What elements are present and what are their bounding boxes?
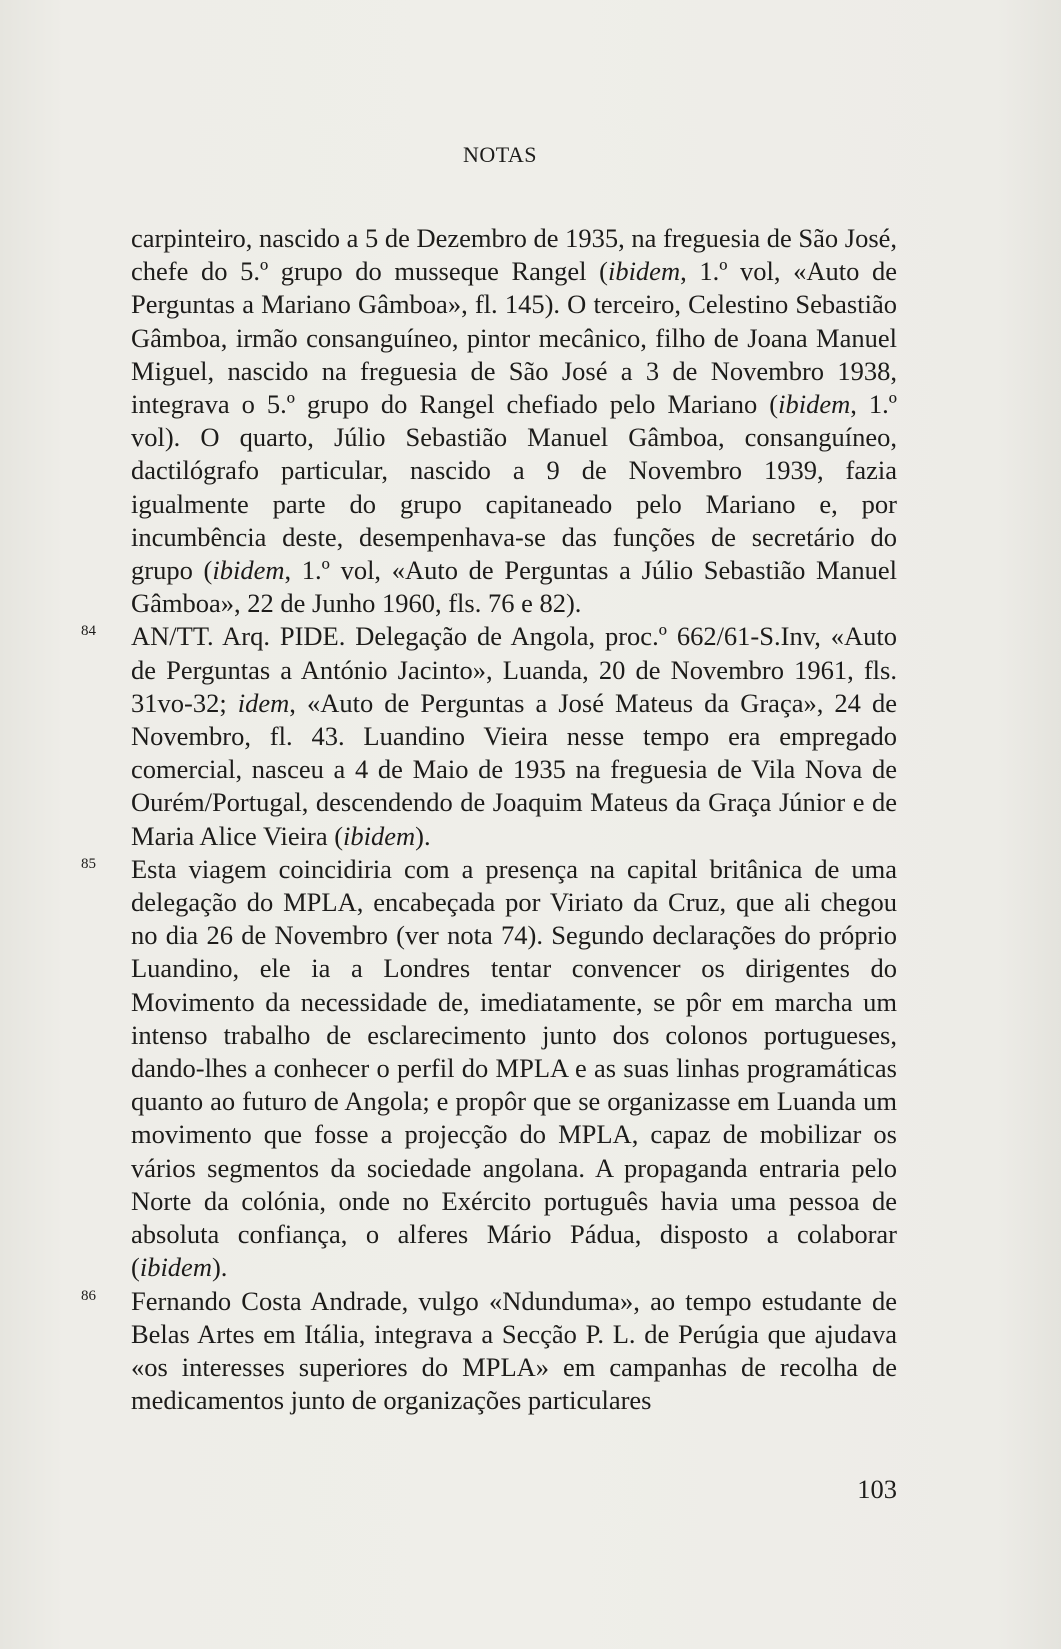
citation-italic: ibidem [607,256,681,287]
citation-italic: idem [237,687,290,718]
note-text: carpinteiro, nascido a 5 de Dezembro de 1935, na freguesia de São José, chefe do 5.º grupo do musseque Rangel (ibidem, 1.º vol, «Auto de Perguntas a Mariano Gâmboa», fl. 145). O terceiro, Celestino Sebastião Gâmboa, irmão consanguíneo, pintor mecânico, filho de Joana Manuel Miguel, nascido na freguesia de São José a 3 de Novembro 1938, integrava o 5.º grupo do Rangel chefiado pelo Mariano (ibidem, 1.º vol). O quarto, Júlio Sebastião Manuel Gâmboa, consanguíneo, dactilógrafo particular, nascido a 9 de Novembro 1939, fazia igualmente parte do grupo capitaneado pelo Mariano e, por incumbência deste, desempenhava-se das funções de secretário do grupo (ibidem, 1.º vol, «Auto de Perguntas a Júlio Sebastião Manuel Gâmboa», 22 de Junho 1960, fls. 76 e 82). [131,223,898,619]
note-number: 86 [81,1287,96,1304]
note-number: 85 [81,855,96,872]
note-86 [81,1285,897,1418]
note-85 [81,853,897,1285]
citation-italic: ibidem [778,389,851,420]
running-head: NOTAS [462,142,538,167]
note-text: Fernando Costa Andrade, vulgo «Ndunduma», ao tempo estudante de Belas Artes em Itália, integrava a Secção P. L. de Perúgia que ajudava «os interesses superiores do MPLA» em campanhas de recolha de medicamentos junto de organizações particulares [131,1285,897,1416]
note-text: AN/TT. Arq. PIDE. Delegação de Angola, proc.º 662/61-S.Inv, «Auto de Perguntas a António Jacinto», Luanda, 20 de Novembro 1961, fls. 31vo-32; idem, «Auto de Perguntas a José Mateus da Graça», 24 de Novembro, fl. 43. Luandino Vieira nesse tempo era empregado comercial, nasceu a 4 de Maio de 1935 na freguesia de Vila Nova de Ourém/Portugal, descendendo de Joaquim Mateus da Graça Júnior e de Maria Alice Vieira (ibidem). [131,621,897,851]
page-number: 103 [857,1474,897,1504]
citation-italic: ibidem [139,1252,212,1283]
endnotes [81,222,898,1417]
note-text: Esta viagem coincidiria com a presença na capital britânica de uma delegação do MPLA, encabeçada por Viriato da Cruz, que ali chegou no dia 26 de Novembro (ver nota 74). Segundo declarações do próprio Luandino, ele ia a Londres tentar convencer os dirigentes do Movimento da necessidade de, imediatamente, se pôr em marcha um intenso trabalho de esclarecimento junto dos colonos portugueses, dando-lhes a conhecer o perfil do MPLA e as suas linhas programáticas quanto ao futuro de Angola; e propôr que se organizasse em Luanda um movimento que fosse a projecção do MPLA, capaz de mobilizar os vários segmentos da sociedade angolana. A propaganda entraria pelo Norte da colónia, onde no Exército português havia uma pessoa de absoluta confiança, o alferes Mário Pádua, disposto a colaborar (ibidem). [131,853,897,1283]
note-number: 84 [81,623,96,640]
citation-italic: ibidem [212,555,285,586]
citation-italic: ibidem [343,820,416,851]
note-84 [81,620,897,852]
note-continued [131,222,897,620]
